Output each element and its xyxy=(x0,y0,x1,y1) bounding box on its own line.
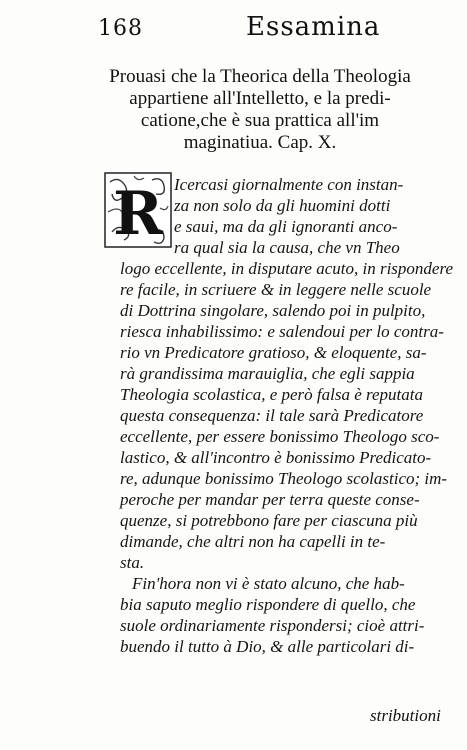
text-line: lastico, & all'incontro è bonissimo Predicato- xyxy=(120,448,432,467)
text-line: re facile, in scriuere & in leggere nelle scuole xyxy=(120,280,432,299)
text-line: di Dottrina singolare, salendo poi in pulpito, xyxy=(120,301,426,320)
chapter-title-line: appartiene all'Intelletto, e la predi- xyxy=(129,88,391,109)
page-number: 168 xyxy=(98,16,143,41)
text-line: ra qual sia la causa, che vn Theo xyxy=(174,238,400,257)
running-head: Essamina xyxy=(246,12,381,42)
text-line: rio vn Predicatore gratioso, & eloquente, sa- xyxy=(120,343,427,362)
text-line: bia saputo meglio rispondere di quello, che xyxy=(120,595,416,614)
body-text xyxy=(120,174,454,657)
text-line: za non solo da gli huomini dotti xyxy=(174,196,391,215)
text-line: Theologia scolastica, e però falsa è reputata xyxy=(120,385,423,404)
text-line: quenze, si potrebbono fare per ciascuna più xyxy=(120,511,418,530)
text-line: suole ordinariamente rispondersi; cioè attri- xyxy=(120,616,425,635)
initial-letter-glyph: R xyxy=(113,179,163,248)
text-line: sta. xyxy=(120,553,145,572)
text-line: riesca inhabilissimo: e salendoui per lo contra- xyxy=(120,322,444,341)
text-line: Icercasi giornalmente con instan- xyxy=(174,175,404,194)
catchword: stributioni xyxy=(370,706,441,725)
page-header xyxy=(98,8,398,48)
chapter-title-line: maginatiua. Cap. X. xyxy=(183,132,337,153)
text-line: re, adunque bonissimo Theologo scolastico; im- xyxy=(120,469,448,488)
text-line: Fin'hora non vi è stato alcuno, che hab- xyxy=(132,574,405,593)
text-line: rà grandissima marauiglia, che egli sappia xyxy=(120,364,415,383)
text-line: e saui, ma da gli ignoranti anco- xyxy=(174,217,398,236)
chapter-title-line: Prouasi che la Theorica della Theologia xyxy=(109,66,411,87)
text-line: peroche per mandar per terra queste conse- xyxy=(120,490,420,509)
text-line: eccellente, per essere bonissimo Theologo sco- xyxy=(120,427,440,446)
chapter-title xyxy=(100,66,420,154)
text-line: logo eccellente, in disputare acuto, in rispondere xyxy=(120,259,454,278)
text-line: questa consequenza: il tale sarà Predicatore xyxy=(120,406,424,425)
text-line: dimande, che altri non ha capelli in te- xyxy=(120,532,386,551)
text-line: buendo il tutto à Dio, & alle particolari di- xyxy=(120,637,415,656)
chapter-title-line: catione,che è sua prattica all'im xyxy=(140,110,380,131)
